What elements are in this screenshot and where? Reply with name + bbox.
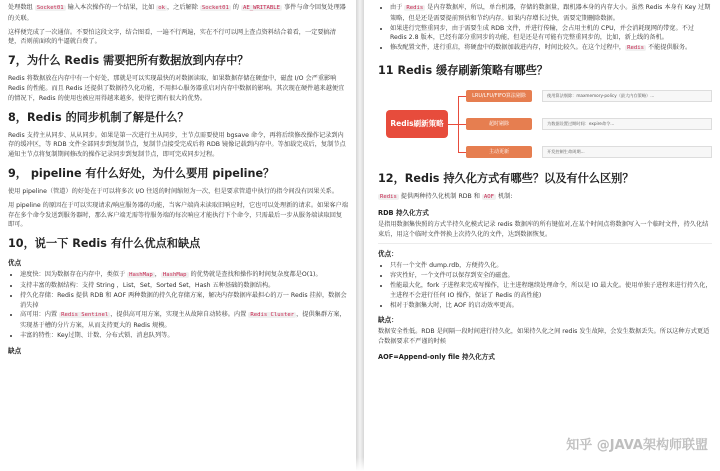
list-item: • 高可用：内置 Redis Sentinel ，提供高可用方案，实现主从故障自动转移。内置 Redis Cluster ，提供集群方案，实现基于槽的分片方案，从而支持更大的 Redis 规模。	[20, 310, 348, 331]
cons-label: 缺点	[8, 346, 22, 355]
left-page	[0, 0, 356, 471]
page-gutter	[356, 0, 364, 471]
list-item: • 修改配置文件，进行重启，将硬盘中的数据加载进内存，时间比较久。在这个过程中， Redis 不能提供服务。	[390, 43, 712, 54]
list-item: • 如果进行完整重同步，由于需要生成 RDB 文件，并进行传输，会占用主机的 CPU，并会消耗现网的带宽。不过 Redis 2.8 版本，已经有部分重同步的功能，但是还是有可能有完整重同步的，比如，新上线的备机。	[390, 24, 712, 44]
heading-q10: 10，说一下 Redis 有什么优点和缺点	[8, 237, 201, 251]
list-item: • 支持丰富的数据结构：支持 String ，List，Set，Sorted Set，Hash 五种基础的数据结构。	[20, 281, 348, 291]
bottom-fade	[0, 457, 720, 471]
heading-q9: 9， pipeline 有什么好处，为什么要用 pipeline？	[8, 166, 275, 180]
heading-q7: 7，为什么 Redis 需要把所有数据放到内存中？	[8, 54, 249, 68]
diagram-branch-lru: LRU/LFU/FIFO算法剔除	[466, 90, 532, 102]
q7-paragraph: Redis 将数据放在内存中有一个好处，那就是可以实现最快的对数据读取，如果数据存储在硬盘中，磁盘 I/O 会严重影响 Redis 的性能。而且 Redis 还提供了数据持久化功能，不用担心服务器重启对内存中数据的影响。其次现在硬件越来越便宜的情况下，Redis 的使用也被应用得越来越多，使得它拥有很大的优势。	[8, 75, 345, 102]
rdb-label: RDB 持久化方式	[378, 208, 429, 217]
list-item: • 容灾性好，一个文件可以保存到安全的磁盘。	[390, 271, 712, 281]
pros-label: 优点	[8, 259, 22, 268]
rdb-paragraph: 是指用数据集快照的方式半持久化模式记录 redis 数据库的所有键值对,在某个时间点将数据写入一个临时文件，持久化结束后，用这个临时文件替换上次持久化的文件，达到数据恢复。	[378, 220, 709, 238]
heading-q11: 11 Redis 缓存刷新策略有哪些？	[378, 63, 548, 77]
watermark: 知乎 @JAVA架构师联盟	[566, 438, 708, 453]
list-item: • 性能最大化，fork 子进程来完成写操作，让主进程继续处理命令，所以是 IO 最大化。使用单独子进程来进行持久化，主进程不会进行任何 IO 操作，保证了 Redis 的高性能)	[390, 281, 712, 301]
list-item: • 由于 Redis 是内存数据库，所以，单台机器，存储的数据量，跟机器本身的内存大小。虽然 Redis 本身有 Key 过期策略，但是还是需要提前预估和节约内存。如果内存增长过快，需要定期删除数据。	[390, 3, 712, 24]
rdb-pros-list	[378, 261, 712, 310]
q9-paragraph-2: 用 pipeline 的原因在于可以实现请求/响应服务器的功能，当客户端尚未读取旧响应时，它也可以处理新的请求。如果客户端存在多个命令发送到服务器时，那么客户端无需等待服务端的每次响应才能执行下个命令，只需最后一步从服务端读取回复即可。	[8, 201, 348, 229]
diagram-note-1: 使用算法剔除：maxmemory-policy（最大内存策略）…	[542, 90, 712, 102]
rdb-cons-label: 缺点：	[378, 316, 398, 325]
cons-list-continued	[378, 3, 712, 54]
rdb-cons-paragraph: 数据安全性低。RDB 是间隔一段时间进行持久化，如果持久化之间 redis 发生故障，会发生数据丢失。所以这种方式更适合数据要求不严谨的时候	[378, 328, 710, 346]
intro-paragraph-1: 处理数组 Socket01 输入本次操作的一个结果，比如 ok ，之后解除 Socket01 的 AE_WRITABLE 事件与命令回复处理器的关联。	[8, 4, 346, 22]
q12-intro: Redis 提供两种持久化机制 RDB 和 AOF 机制:	[380, 192, 513, 200]
right-page	[364, 0, 720, 471]
diagram-branch-expire: 超时剔除	[466, 118, 532, 130]
intro-paragraph-2: 这样便完成了一次通信。不要怕这段文字，结合图看，一遍不行两遍，实在不行可以网上查点资料结合着看，一定要搞清楚，否则前面吹的牛逼就白费了。	[8, 28, 336, 46]
list-item: • 速度快：因为数据存在内存中，类似于 HashMap ， HashMap 的优势就是查找和操作的时间复杂度都是O(1)。	[20, 270, 348, 281]
heading-q8: 8，Redis 的同步机制了解是什么？	[8, 110, 189, 124]
list-item: • 丰富的特性：Key过期、计数、分布式锁、消息队列等。	[20, 331, 348, 341]
heading-q12: 12，Redis 持久化方式有哪些？以及有什么区别？	[378, 171, 634, 185]
rdb-pros-label: 优点：	[378, 250, 398, 259]
diagram-note-2: 为数据设置过期时间：expire命令…	[542, 118, 712, 130]
divider	[378, 243, 712, 244]
cache-refresh-diagram	[378, 84, 712, 162]
list-item: • 只有一个文件 dump.rdb，方便持久化。	[390, 261, 712, 271]
pros-list	[8, 270, 348, 341]
diagram-branch-active: 主动更新	[466, 146, 532, 158]
q8-paragraph: Redis 支持主从同步、从从同步。如果是第一次进行主从同步，主节点需要使用 bgsave 命令，再将后续修改操作记录到内存的缓冲区，等 RDB 文件全部同步到复制节点，复制节点接受完成后将 RDB 镜像记载到内存中。等加载完成后，复制节点通知主节点将复制期间修改的操作记录同步到复制节点，即可完成同步过程。	[8, 131, 346, 159]
diagram-center-node: Redis刷新策略	[386, 110, 448, 138]
list-item: • 相对于数据集大时，比 AOF 的启动效率更高。	[390, 301, 712, 311]
diagram-note-3: 开发控制生命周期…	[542, 146, 712, 158]
list-item: • 持久化存储：Redis 提供 RDB 和 AOF 两种数据的持久化存储方案，解决内存数据库最担心的万一 Redis 挂掉，数据会消失掉	[20, 291, 348, 311]
q9-paragraph-1: 使用 pipeline（管道）的好处在于可以将多次 I/O 往返的时间缩短为一次，但是要求管道中执行的指令间没有因果关系。	[8, 187, 339, 195]
aof-label: AOF=Append-only file 持久化方式	[378, 352, 495, 361]
